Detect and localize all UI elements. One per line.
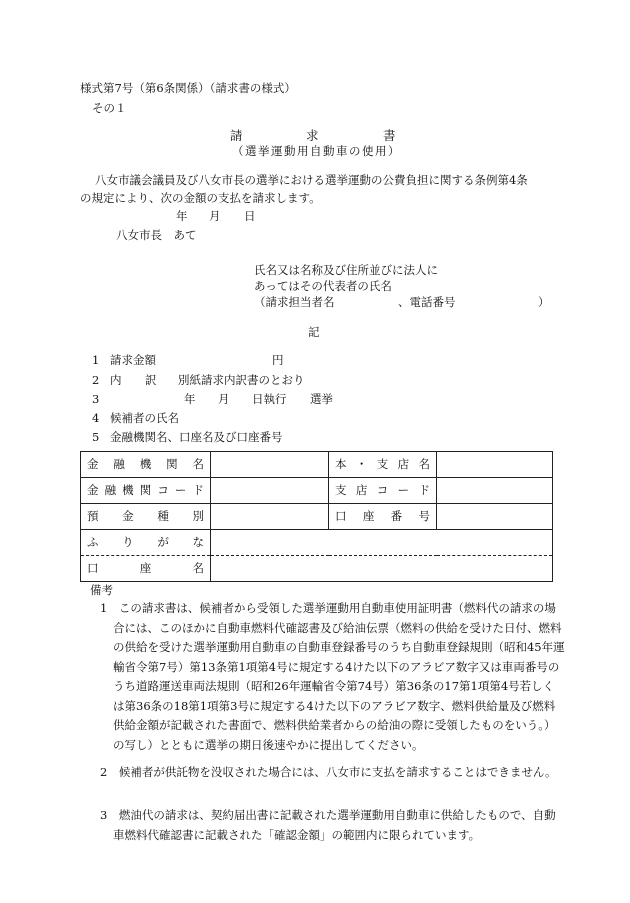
title-char-1: 請	[230, 128, 244, 143]
note-2: 2 候補者が供託物を没収された場合には、八女市に支払を請求することはできません。	[100, 765, 557, 779]
date-month: 月	[209, 209, 221, 223]
account-number-field[interactable]	[437, 504, 553, 530]
item-3-election: 選挙	[310, 392, 333, 406]
furigana-label: ふ り が な	[81, 530, 211, 556]
form-part: その１	[92, 101, 127, 115]
item-3-month: 月	[218, 392, 230, 406]
table-row	[81, 530, 553, 556]
furigana-field[interactable]	[211, 530, 553, 556]
bank-name-label: 金 融 機 関 名	[81, 452, 211, 478]
notes-heading: 備考	[90, 583, 113, 597]
bank-name-field[interactable]	[211, 452, 329, 478]
note-1: 1 この請求書は、候補者から受領した選挙運動用自動車使用証明書（燃料代の請求の場合には、このほかに自動車燃料代確認書及び給油伝票（燃料の供給を受けた日付、燃料の供給を受けた選挙運動用自動車の自動車登録番号のうち自動車登録規則（昭和45年運輸省令第7号）第13条第1項第4号に規定する4けた以下のアラビア数字又は車両番号のうち道路運送車両法規則（昭和26年運輸省令第74号）第36条の17第1項第4号若しくは第36条の18第1項第3号に規定する4けた以下のアラビア数字、燃料供給量及び燃料供給金額が記載された書面で、燃料供給業者からの給油の際に受領したものをいう。）の写し）とともに選挙の期日後速やかに提出してください。	[100, 601, 565, 752]
item-1-num: 1	[92, 353, 100, 367]
account-number-label: 口 座 番 号	[329, 504, 437, 530]
item-3-exec: 日執行	[252, 392, 287, 406]
claimant-line-2: あってはその代表者の氏名	[254, 279, 392, 293]
form-number: 様式第7号（第6条関係）（請求書の様式）	[80, 81, 296, 95]
account-name-label: 口 座 名	[81, 556, 211, 582]
item-2-label-b: 訳	[145, 373, 157, 387]
title-char-3: 書	[383, 128, 397, 143]
claimant-contact-close: ）	[538, 295, 550, 309]
claimant-line-1: 氏名又は名称及び住所並びに法人に	[254, 263, 438, 277]
item-4-label: 候補者の氏名	[110, 411, 179, 425]
item-5-label: 金融機関名、口座名及び口座番号	[110, 430, 283, 444]
deposit-type-field[interactable]	[211, 504, 329, 530]
claimant-contact-phone: 、電話番号	[398, 295, 456, 309]
table-row	[81, 504, 553, 530]
item-4-num: 4	[92, 411, 100, 425]
title-sub: （選挙運動用自動車の使用）	[232, 144, 401, 158]
item-5-num: 5	[92, 430, 100, 444]
item-1-value: 円	[272, 353, 284, 367]
date-year: 年	[176, 209, 188, 223]
item-3-year: 年	[184, 392, 196, 406]
bank-code-field[interactable]	[211, 478, 329, 504]
item-1-label: 請求金額	[110, 353, 156, 367]
account-name-field[interactable]	[211, 556, 553, 582]
item-3-num: 3	[92, 392, 100, 406]
table-row	[81, 478, 553, 504]
bank-code-label: 金 融 機 関 コ ー ド	[81, 478, 211, 504]
claimant-contact-name: （請求担当者名	[254, 295, 335, 309]
title-char-2: 求	[306, 128, 320, 143]
bank-account-table	[80, 451, 553, 582]
item-2-num: 2	[92, 373, 100, 387]
addressee: 八女市長 あて	[116, 228, 197, 242]
intro-line-1: 八女市議会議員及び八女市長の選挙における選挙運動の公費負担に関する条例第4条	[95, 173, 528, 187]
branch-code-field[interactable]	[437, 478, 553, 504]
branch-code-label: 支 店 コ ー ド	[329, 478, 437, 504]
item-2-label-a: 内	[110, 373, 122, 387]
date-day: 日	[244, 209, 256, 223]
branch-name-field[interactable]	[437, 452, 553, 478]
branch-name-label: 本 ・ 支 店 名	[329, 452, 437, 478]
note-3: 3 燃油代の請求は、契約届出書に記載された選挙運動用自動車に供給したもので、自動車燃料代確認書に記載された「確認金額」の範囲内に限られています。	[100, 808, 556, 842]
ki-heading: 記	[308, 325, 320, 339]
table-row	[81, 452, 553, 478]
table-row	[81, 556, 553, 582]
item-2-value: 別紙請求内訳書のとおり	[178, 373, 305, 387]
intro-line-2: の規定により、次の金額の支払を請求します。	[80, 191, 321, 205]
deposit-type-label: 預 金 種 別	[81, 504, 211, 530]
